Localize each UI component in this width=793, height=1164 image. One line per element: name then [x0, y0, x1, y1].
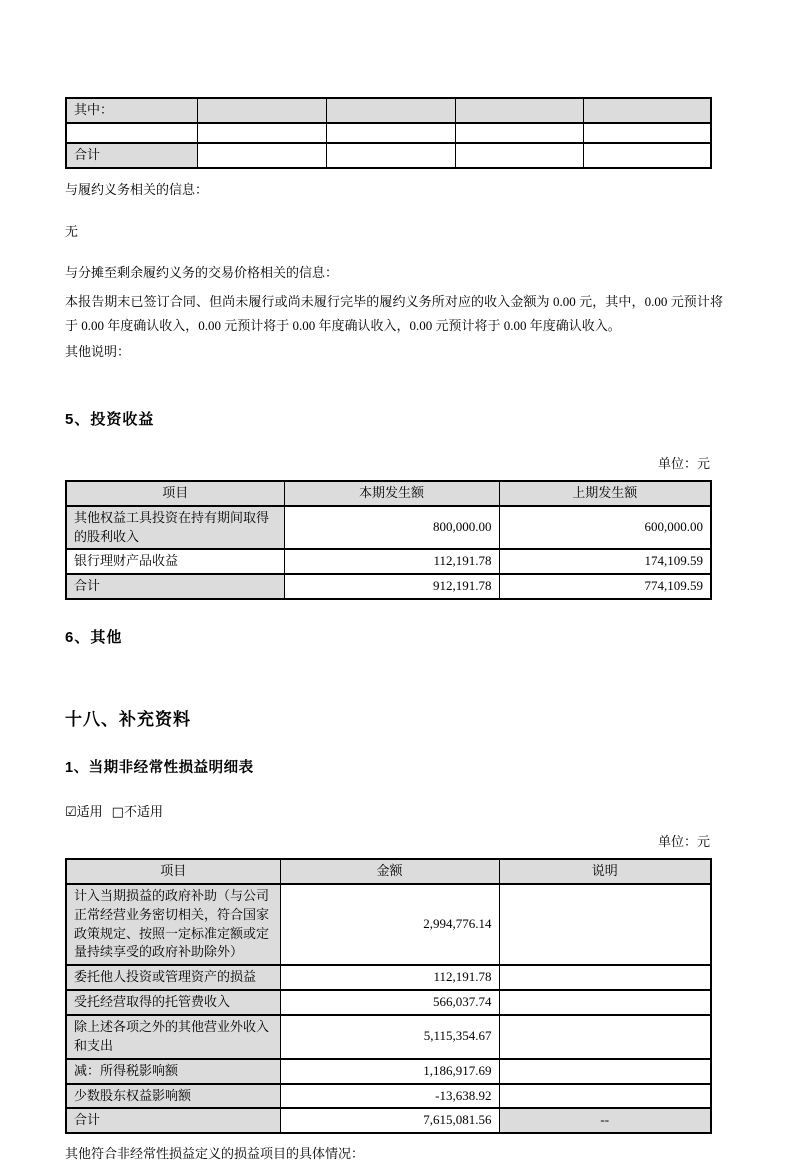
item-cell: 少数股东权益影响额 [66, 1084, 280, 1109]
column-header-current: 本期发生额 [284, 481, 499, 506]
table-row [66, 1059, 711, 1084]
table-row [66, 98, 711, 123]
table-row [66, 1015, 711, 1059]
empty-cell [583, 143, 711, 168]
none-text: 无 [65, 223, 79, 239]
empty-cell [583, 123, 711, 143]
note-cell [499, 1015, 711, 1059]
note-cell [499, 1084, 711, 1109]
amount-cell: 600,000.00 [499, 506, 711, 550]
empty-cell [583, 98, 711, 123]
amount-cell: 174,109.59 [499, 549, 711, 574]
table-row [66, 884, 711, 965]
empty-cell [197, 98, 326, 123]
contract-obligation-table [65, 97, 712, 169]
amount-cell: 2,994,776.14 [280, 884, 499, 965]
amount-cell: 5,115,354.67 [280, 1015, 499, 1059]
table-row [66, 123, 711, 143]
unit-label: 单位：元 [657, 834, 710, 850]
note-cell [499, 1059, 711, 1084]
note-cell [499, 965, 711, 990]
column-header-prior: 上期发生额 [499, 481, 711, 506]
note-cell [499, 990, 711, 1015]
table-row [66, 1084, 711, 1109]
item-cell: 除上述各项之外的其他营业外收入和支出 [66, 1015, 280, 1059]
column-header-item: 项目 [66, 481, 284, 506]
column-header-note: 说明 [499, 859, 711, 884]
amount-cell: 774,109.59 [499, 574, 711, 599]
applicable-label: 适用 [76, 804, 103, 820]
applicability-line [65, 801, 710, 820]
item-cell: 其他权益工具投资在持有期间取得的股利收入 [66, 506, 284, 550]
amount-cell: -13,638.92 [280, 1084, 499, 1109]
remaining-price-paragraph: 本报告期末已签订合同、但尚未履行或尚未履行完毕的履约义务所对应的收入金额为 0.00 元，其中，0.00 元预计将于 0.00 年度确认收入，0.00 元预计将于 0.00 年度确认收入，0.00 元预计将于 0.00 年度确认收入。 [65, 294, 723, 333]
investment-income-table [65, 480, 712, 600]
amount-cell: 7,615,081.56 [280, 1108, 499, 1133]
note-cell [499, 884, 711, 965]
item-cell: 银行理财产品收益 [66, 549, 284, 574]
not-applicable-label: 不适用 [123, 804, 163, 820]
section-5-title: 5、投资收益 [65, 410, 155, 428]
total-label-cell: 合计 [66, 574, 284, 599]
checkbox-unchecked-icon: □ [111, 805, 124, 821]
total-label-cell: 合计 [66, 143, 197, 168]
chapter-18-title: 十八、补充资料 [65, 710, 191, 730]
table-row [66, 990, 711, 1015]
table-row [66, 549, 711, 574]
amount-cell: 112,191.78 [284, 549, 499, 574]
amount-cell: 112,191.78 [280, 965, 499, 990]
unit-label: 单位：元 [657, 455, 710, 471]
empty-cell [455, 123, 583, 143]
remaining-price-label: 与分摊至剩余履约义务的交易价格相关的信息： [65, 265, 339, 281]
item-cell: 减：所得税影响额 [66, 1059, 280, 1084]
item-cell: 计入当期损益的政府补助（与公司正常经营业务密切相关，符合国家政策规定、按照一定标准定额或定量持续享受的政府补助除外） [66, 884, 280, 965]
amount-cell: 1,186,917.69 [280, 1059, 499, 1084]
empty-cell [326, 98, 455, 123]
item-cell: 受托经营取得的托管费收入 [66, 990, 280, 1015]
table-header-row [66, 859, 711, 884]
table-row [66, 965, 711, 990]
row-label-cell: 其中： [66, 98, 197, 123]
empty-cell [197, 143, 326, 168]
column-header-item: 项目 [66, 859, 280, 884]
empty-cell [455, 98, 583, 123]
table-row-total [66, 574, 711, 599]
amount-cell: 912,191.78 [284, 574, 499, 599]
column-header-amount: 金额 [280, 859, 499, 884]
empty-cell [455, 143, 583, 168]
note-cell: -- [499, 1108, 711, 1133]
checkbox-checked-icon: ☑ [65, 805, 77, 821]
total-label-cell: 合计 [66, 1108, 280, 1133]
obligation-info-label: 与履约义务相关的信息： [65, 181, 209, 197]
table-row [66, 506, 711, 550]
empty-cell [326, 123, 455, 143]
bottom-note: 其他符合非经常性损益定义的损益项目的具体情况： [65, 1146, 365, 1162]
non-recurring-items-table [65, 858, 712, 1134]
amount-cell: 566,037.74 [280, 990, 499, 1015]
subsection-1-title: 1、当期非经常性损益明细表 [65, 760, 254, 777]
item-cell: 委托他人投资或管理资产的损益 [66, 965, 280, 990]
section-6-title: 6、其他 [65, 629, 123, 647]
table-header-row [66, 481, 711, 506]
table-row-total [66, 143, 711, 168]
empty-cell [66, 123, 197, 143]
other-notes-label: 其他说明： [65, 344, 131, 359]
table-row-total [66, 1108, 711, 1133]
empty-cell [197, 123, 326, 143]
amount-cell: 800,000.00 [284, 506, 499, 550]
empty-cell [326, 143, 455, 168]
